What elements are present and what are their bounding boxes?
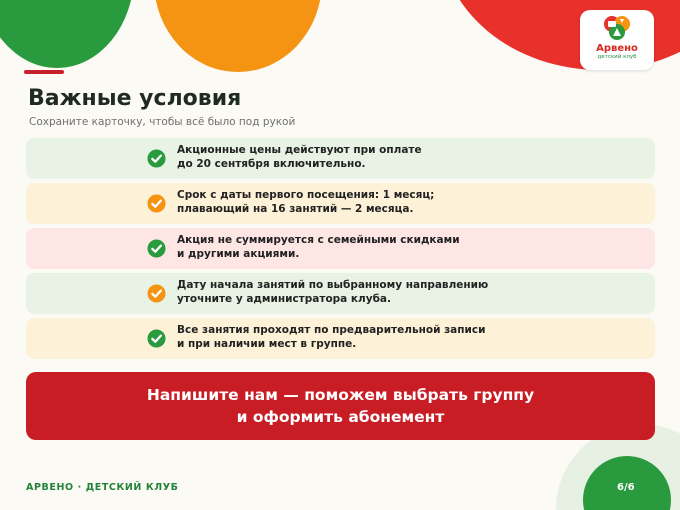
logo-tagline: детский клуб <box>597 54 637 60</box>
page-subtitle: Сохраните карточку, чтобы всё было под рукой <box>29 116 296 128</box>
condition-card <box>26 273 655 314</box>
condition-text: Акционные цены действуют при оплате до 20 сентября включительно. <box>177 144 422 170</box>
check-icon <box>147 239 166 258</box>
accent-bar <box>24 70 64 74</box>
condition-card <box>26 138 655 179</box>
cta-button[interactable] <box>26 372 655 440</box>
condition-card <box>26 183 655 224</box>
logo-emblem-icon <box>602 14 632 42</box>
footer-brand: АРВЕНО · ДЕТСКИЙ КЛУБ <box>26 482 179 493</box>
page-title: Важные условия <box>28 86 242 111</box>
condition-text: Все занятия проходят по предварительной записи и при наличии мест в группе. <box>177 324 486 350</box>
check-icon <box>147 194 166 213</box>
club-logo <box>580 10 654 70</box>
check-icon <box>147 284 166 303</box>
decor-circle-green <box>0 0 134 68</box>
logo-name: Арвено <box>596 43 638 54</box>
check-icon <box>147 149 166 168</box>
cta-text: Напишите нам — поможем выбрать группу и оформить абонемент <box>146 386 535 426</box>
check-icon <box>147 329 166 348</box>
decor-circle-orange <box>154 0 322 72</box>
page-number: 6/6 <box>617 482 635 493</box>
condition-text: Срок с даты первого посещения: 1 месяц; плавающий на 16 занятий — 2 месяца. <box>177 189 435 215</box>
condition-text: Акция не суммируется с семейными скидками и другими акциями. <box>177 234 460 260</box>
condition-card <box>26 228 655 269</box>
condition-text: Дату начала занятий по выбранному направлению уточните у администратора клуба. <box>177 279 489 305</box>
condition-card <box>26 318 655 359</box>
